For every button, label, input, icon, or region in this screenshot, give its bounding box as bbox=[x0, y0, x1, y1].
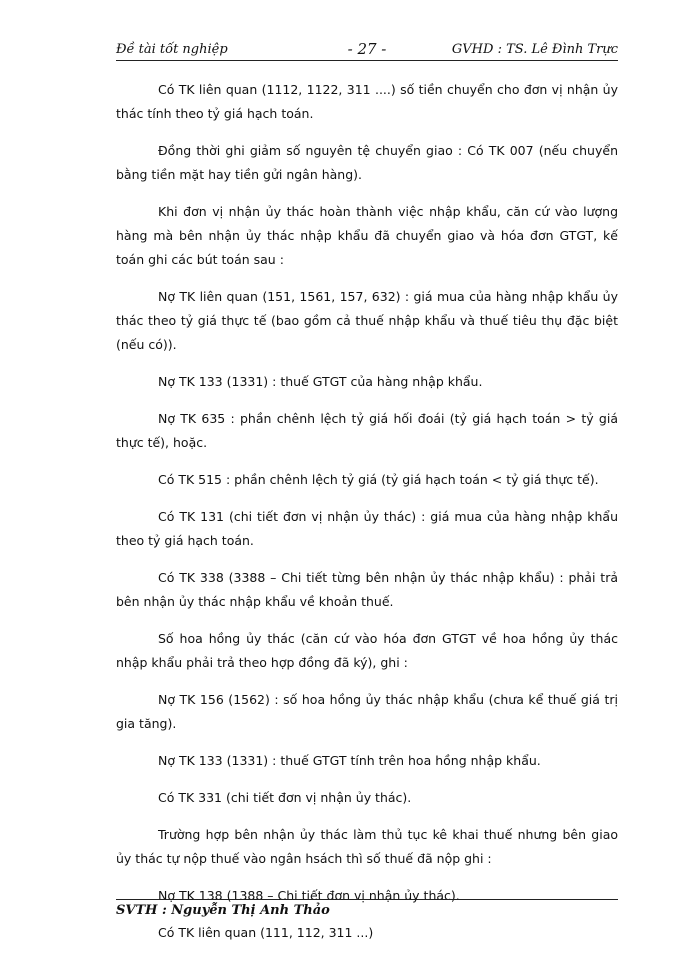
footer-divider bbox=[116, 899, 618, 900]
paragraph: Nợ TK 133 (1331) : thuế GTGT tính trên hoa hồng nhập khẩu. bbox=[158, 753, 541, 768]
page-header bbox=[116, 38, 618, 60]
paragraph: Có TK liên quan (1112, 1122, 311 ....) số tiền chuyển cho đơn vị nhận ủy thác tính theo tỷ giá hạch toán. bbox=[116, 82, 618, 121]
paragraph: Nợ TK 138 (1388 – Chi tiết đơn vị nhận ủy thác). bbox=[158, 888, 460, 903]
paragraph: Khi đơn vị nhận ủy thác hoàn thành việc nhập khẩu, căn cứ vào lượng hàng mà bên nhận ủy thác nhập khẩu đã chuyển giao và hóa đơn GTGT, kế toán ghi các bút toán sau : bbox=[116, 204, 618, 267]
paragraph: Có TK liên quan (111, 112, 311 ...) bbox=[158, 925, 374, 940]
paragraph: Trường hợp bên nhận ủy thác làm thủ tục kê khai thuế nhưng bên giao ủy thác tự nộp thuế vào ngân hsách thì số thuế đã nộp ghi : bbox=[116, 827, 618, 866]
paragraph: Có TK 338 (3388 – Chi tiết từng bên nhận ủy thác nhập khẩu) : phải trả bên nhận ủy thác nhập khẩu về khoản thuế. bbox=[116, 570, 618, 609]
paragraph: Có TK 131 (chi tiết đơn vị nhận ủy thác) : giá mua của hàng nhập khẩu theo tỷ giá hạch toán. bbox=[116, 509, 618, 548]
page-number: - 27 - bbox=[347, 40, 387, 58]
paragraph: Đồng thời ghi giảm số nguyên tệ chuyển giao : Có TK 007 (nếu chuyển bằng tiền mặt hay tiền gửi ngân hàng). bbox=[116, 143, 618, 182]
header-thesis-title: Đề tài tốt nghiệp bbox=[116, 42, 228, 57]
footer-student-name: SVTH : Nguyễn Thị Anh Thảo bbox=[116, 903, 330, 918]
header-divider bbox=[116, 60, 618, 61]
paragraph: Có TK 331 (chi tiết đơn vị nhận ủy thác). bbox=[158, 790, 412, 805]
paragraph: Số hoa hồng ủy thác (căn cứ vào hóa đơn GTGT về hoa hồng ủy thác nhập khẩu phải trả theo hợp đồng đã ký), ghi : bbox=[116, 631, 618, 670]
paragraph: Có TK 515 : phần chênh lệch tỷ giá (tỷ giá hạch toán < tỷ giá thực tế). bbox=[158, 472, 599, 487]
paragraph: Nợ TK 133 (1331) : thuế GTGT của hàng nhập khẩu. bbox=[158, 374, 483, 389]
paragraph: Nợ TK 156 (1562) : số hoa hồng ủy thác nhập khẩu (chưa kể thuế giá trị gia tăng). bbox=[116, 692, 618, 731]
paragraph: Nợ TK 635 : phần chênh lệch tỷ giá hối đoái (tỷ giá hạch toán > tỷ giá thực tế), hoặc. bbox=[116, 411, 618, 450]
header-advisor: GVHD : TS. Lê Đình Trực bbox=[451, 42, 618, 57]
document-body bbox=[116, 78, 618, 958]
paragraph: Nợ TK liên quan (151, 1561, 157, 632) : giá mua của hàng nhập khẩu ủy thác theo tỷ giá thực tế (bao gồm cả thuế nhập khẩu và thuế tiêu thụ đặc biệt (nếu có)). bbox=[116, 289, 618, 352]
